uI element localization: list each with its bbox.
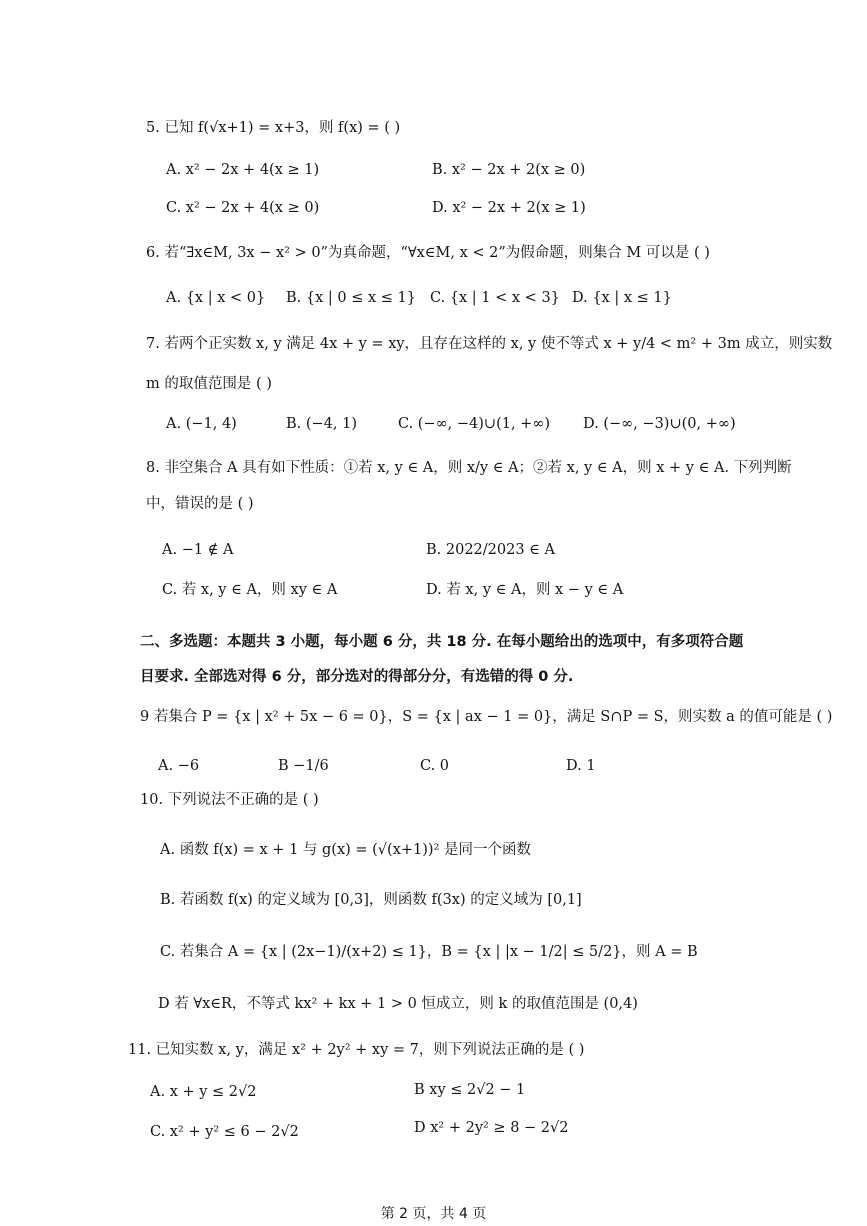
q5-option-c: C. x² − 2x + 4(x ≥ 0) [166, 200, 320, 216]
page-footer: 第 2 页，共 4 页 [380, 1206, 487, 1222]
q11-option-c: C. x² + y² ≤ 6 − 2√2 [150, 1124, 299, 1140]
q8-option-d: D. 若 x, y ∈ A，则 x − y ∈ A [426, 582, 624, 598]
q8-option-b: B. 2022/2023 ∈ A [426, 542, 555, 558]
q7-option-c: C. (−∞, −4)∪(1, +∞) [398, 416, 551, 432]
q11-option-a: A. x + y ≤ 2√2 [150, 1084, 257, 1100]
q10-option-a: A. 函数 f(x) = x + 1 与 g(x) = (√(x+1))² 是同一个函数 [160, 842, 531, 858]
q5-option-b: B. x² − 2x + 2(x ≥ 0) [432, 162, 586, 178]
q7-option-a: A. (−1, 4) [166, 416, 237, 432]
q9-option-a: A. −6 [158, 758, 200, 774]
q10-option-d: D 若 ∀x∈R，不等式 kx² + kx + 1 > 0 恒成立，则 k 的取值范围是 (0,4) [158, 996, 638, 1012]
q10-option-c: C. 若集合 A = {x | (2x−1)/(x+2) ≤ 1}，B = {x | |x − 1/2| ≤ 5/2}，则 A = B [160, 944, 698, 960]
q6-option-a: A. {x | x < 0} [166, 290, 266, 306]
q7-option-b: B. (−4, 1) [286, 416, 358, 432]
q6-stem: 6. 若“∃x∈M, 3x − x² > 0”为真命题，“∀x∈M, x < 2”为假命题，则集合 M 可以是 ( ) [146, 245, 710, 261]
q11-option-b: B xy ≤ 2√2 − 1 [414, 1082, 526, 1098]
q8-option-c: C. 若 x, y ∈ A，则 xy ∈ A [162, 582, 338, 598]
q9-option-c: C. 0 [420, 758, 450, 774]
q7-stem-line1: 7. 若两个正实数 x, y 满足 4x + y = xy，且存在这样的 x, y 使不等式 x + y/4 < m² + 3m 成立，则实数 [146, 336, 833, 352]
q9-option-b: B −1/6 [278, 758, 329, 774]
q8-option-a: A. −1 ∉ A [162, 542, 234, 558]
q5-option-a: A. x² − 2x + 4(x ≥ 1) [166, 162, 320, 178]
q11-option-d: D x² + 2y² ≥ 8 − 2√2 [414, 1120, 569, 1136]
q7-stem-line2: m 的取值范围是 ( ) [146, 376, 272, 392]
q10-stem: 10. 下列说法不正确的是 ( ) [140, 792, 319, 808]
q6-option-b: B. {x | 0 ≤ x ≤ 1} [286, 290, 416, 306]
q8-stem-line1: 8. 非空集合 A 具有如下性质：①若 x, y ∈ A，则 x/y ∈ A；②若 x, y ∈ A，则 x + y ∈ A. 下列判断 [146, 460, 792, 476]
q5-stem: 5. 已知 f(√x+1) = x+3，则 f(x) = ( ) [146, 120, 401, 136]
q6-option-c: C. {x | 1 < x < 3} [430, 290, 560, 306]
q8-stem-line2: 中，错误的是 ( ) [146, 496, 254, 512]
q5-option-d: D. x² − 2x + 2(x ≥ 1) [432, 200, 586, 216]
section2-heading-line1: 二、多选题：本题共 3 小题，每小题 6 分，共 18 分. 在每小题给出的选项中，有多项符合题 [140, 634, 744, 650]
section2-heading-line2: 目要求. 全部选对得 6 分，部分选对的得部分分，有选错的得 0 分. [140, 669, 574, 685]
q10-option-b: B. 若函数 f(x) 的定义域为 [0,3]，则函数 f(3x) 的定义域为 [0,1] [160, 892, 582, 908]
q9-stem: 9 若集合 P = {x | x² + 5x − 6 = 0}，S = {x | ax − 1 = 0}，满足 S∩P = S，则实数 a 的值可能是 ( ) [140, 709, 833, 725]
q7-option-d: D. (−∞, −3)∪(0, +∞) [583, 416, 736, 432]
q9-option-d: D. 1 [566, 758, 596, 774]
q11-stem: 11. 已知实数 x, y，满足 x² + 2y² + xy = 7，则下列说法正确的是 ( ) [128, 1042, 585, 1058]
q6-option-d: D. {x | x ≤ 1} [572, 290, 672, 306]
